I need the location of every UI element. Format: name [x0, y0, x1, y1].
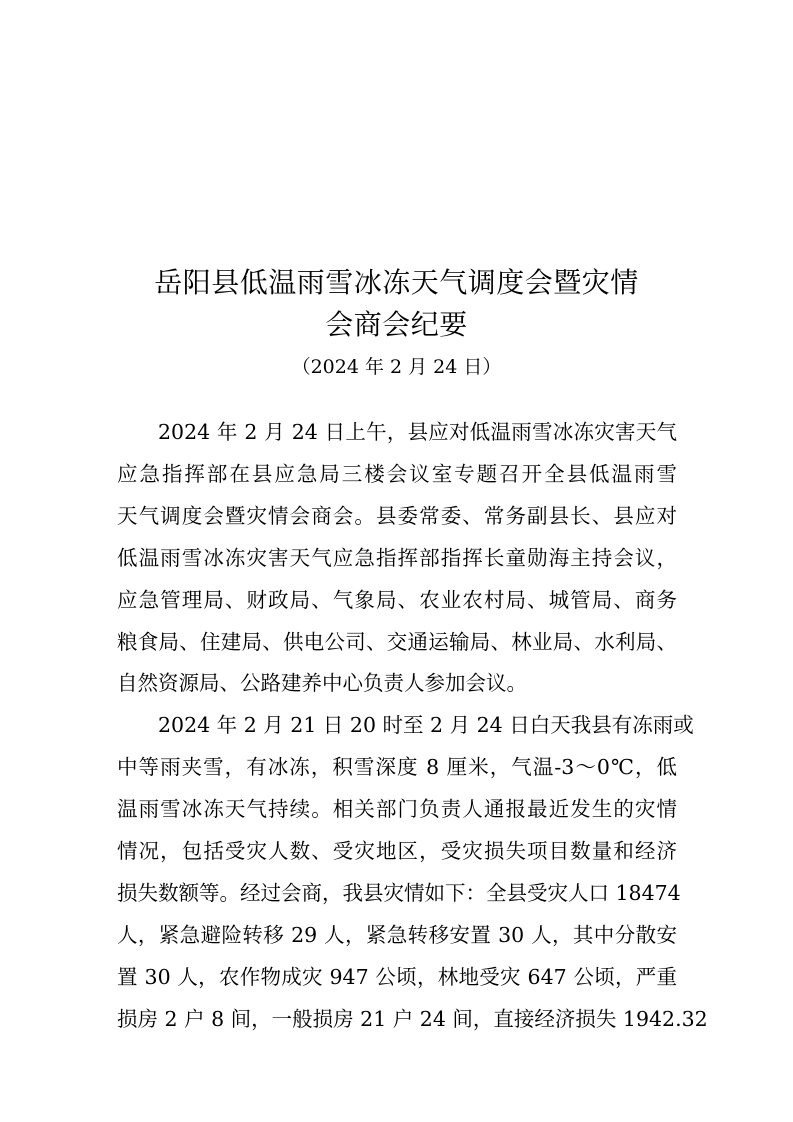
paragraph-line: 天气调度会暨灾情会商会。县委常委、常务副县长、县应对: [117, 504, 677, 528]
paragraph-line: 损失数额等。经过会商，我县灾情如下：全县受灾人口 18474: [117, 881, 681, 905]
paragraph-line: 低温雨雪冰冻灾害天气应急指挥部指挥长童勋海主持会议，: [117, 546, 677, 570]
document-date: （2024 年 2 月 24 日）: [291, 356, 502, 378]
document-title-line-1: 岳阳县低温雨雪冰冻天气调度会暨灾情: [154, 266, 639, 299]
paragraph-line: 人，紧急避险转移 29 人，紧急转移安置 30 人，其中分散安: [117, 923, 677, 947]
paragraph-line: 情况，包括受灾人数、受灾地区，受灾损失项目数量和经济: [117, 839, 677, 863]
paragraph-line: 置 30 人，农作物成灾 947 公顷，林地受灾 647 公顷，严重: [117, 965, 677, 989]
paragraph-line: 2024 年 2 月 21 日 20 时至 2 月 24 日白天我县有冻雨或: [158, 713, 694, 737]
paragraph-line: 应急指挥部在县应急局三楼会议室专题召开全县低温雨雪: [117, 462, 677, 486]
paragraph-line: 自然资源局、公路建养中心负责人参加会议。: [117, 671, 527, 695]
paragraph-line: 损房 2 户 8 间，一般损房 21 户 24 间，直接经济损失 1942.32: [117, 1007, 708, 1031]
paragraph-line: 应急管理局、财政局、气象局、农业农村局、城管局、商务: [117, 588, 677, 612]
document-title-line-2: 会商会纪要: [325, 308, 468, 341]
paragraph-line: 温雨雪冰冻天气持续。相关部门负责人通报最近发生的灾情: [117, 797, 677, 821]
paragraph-line: 粮食局、住建局、供电公司、交通运输局、林业局、水利局、: [117, 630, 677, 654]
paragraph-line: 2024 年 2 月 24 日上午，县应对低温雨雪冰冻灾害天气: [158, 420, 677, 444]
paragraph-line: 中等雨夹雪，有冰冻，积雪深度 8 厘米，气温-3～0℃，低: [117, 755, 677, 779]
